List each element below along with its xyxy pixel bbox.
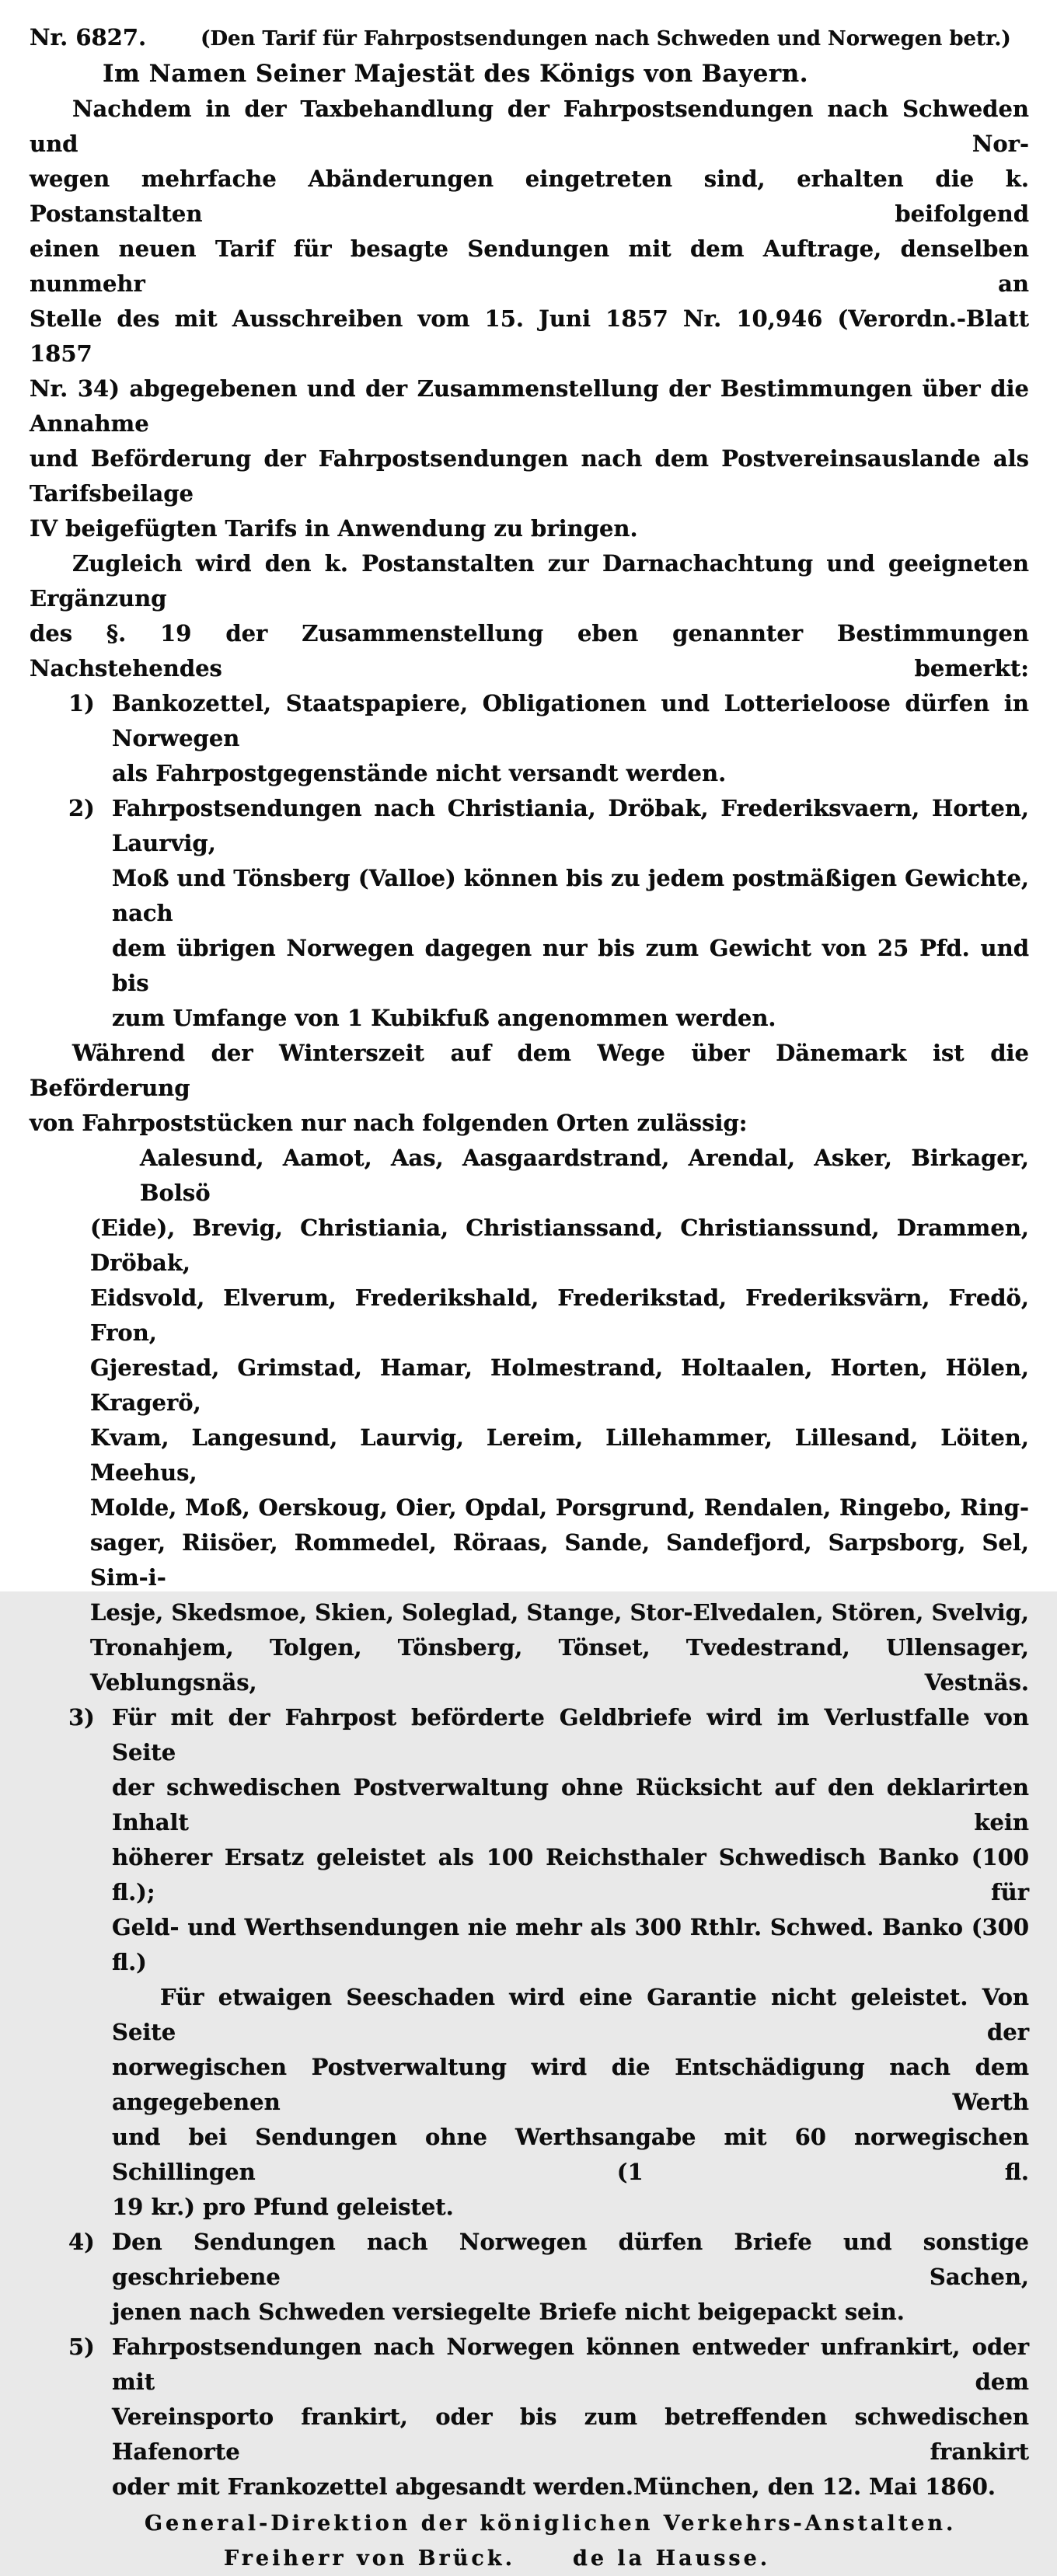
item-number: 5) [68,2334,95,2360]
item-5 [30,2330,1029,2505]
winter-line: Während der Winterszeit auf dem Wege über Dänemark ist die Beförderung [30,1040,1029,1101]
note-line: des §. 19 der Zusammenstellung eben genannter Bestimmungen Nachstehendes bemerkt: [30,620,1029,681]
place-date: München, den 12. Mai 1860. [633,2473,996,2500]
places-line: sager, Riisöer, Rommedel, Röraas, Sande, Sandefjord, Sarpsborg, Sel, Sim-i- [90,1529,1029,1591]
signer-right: de la Hausse. [572,2546,771,2571]
item-3 [30,1700,1029,2225]
item-line: Vereinsporto frankirt, oder bis zum betreffenden schwedischen Hafenorte frankirt [112,2403,1029,2465]
signer-left: Freiherr von Brück. [224,2546,515,2571]
intro-line: Nachdem in der Taxbehandlung der Fahrpostsendungen nach Schweden und Nor- [30,96,1029,157]
places-line: (Eide), Brevig, Christiania, Christianssand, Christianssund, Drammen, Dröbak, [90,1215,1029,1276]
item-line: als Fahrpostgegenstände nicht versandt werden. [112,760,727,786]
places-line: Lesje, Skedsmoe, Skien, Soleglad, Stange, Stor-Elvedalen, Stören, Svelvig, [90,1599,1029,1626]
item-number: 1) [68,690,95,716]
places-line: Molde, Moß, Oerskoug, Oier, Opdal, Porsgrund, Rendalen, Ringebo, Ring- [90,1494,1029,1521]
places-line: Kvam, Langesund, Laurvig, Lereim, Lillehammer, Lillesand, Löiten, Meehus, [90,1424,1029,1486]
sub-line: und bei Sendungen ohne Werthsangabe mit 60 norwegischen Schillingen (1 fl. [112,2124,1029,2185]
places-line: Eidsvold, Elverum, Frederikshald, Frederikstad, Frederiksvärn, Fredö, Fron, [90,1285,1029,1346]
intro-line: IV beigefügten Tarifs in Anwendung zu bringen. [30,515,638,542]
proclamation-title: Im Namen Seiner Majestät des Königs von Bayern. [103,60,808,88]
signature-names [30,2541,1029,2576]
sub-line: Für etwaigen Seeschaden wird eine Garantie nicht geleistet. Von Seite der [112,1984,1029,2045]
item-line: Moß und Tönsberg (Valloe) können bis zu jedem postmäßigen Gewichte, nach [112,865,1029,926]
closing-text: oder mit Frankozettel abgesandt werden. [112,2473,633,2500]
intro-paragraph [30,92,1029,546]
intro-line: wegen mehrfache Abänderungen eingetreten sind, erhalten die k. Postanstalten beifolgend [30,166,1029,227]
item-line: Geld- und Werthsendungen nie mehr als 300 Rthlr. Schwed. Banko (300 fl.) [112,1914,1029,1975]
item-line: jenen nach Schweden versiegelte Briefe nicht beigepackt sein. [112,2299,905,2325]
places-line: Gjerestad, Grimstad, Hamar, Holmestrand, Holtaalen, Horten, Hölen, Kragerö, [90,1354,1029,1416]
signature-block [30,2506,1029,2576]
item-number: 2) [68,795,95,821]
item-line: Bankozettel, Staatspapiere, Obligationen und Lotterieloose dürfen in Norwegen [112,690,1029,751]
sub-line: 19 kr.) pro Pfund geleistet. [112,2194,454,2220]
item-line: der schwedischen Postverwaltung ohne Rücksicht auf den deklarirten Inhalt kein [112,1774,1029,1835]
item-4 [30,2225,1029,2330]
item-number: 4) [68,2229,95,2255]
item-line: Fahrpostsendungen nach Norwegen können entweder unfrankirt, oder mit dem [112,2334,1029,2395]
places-list [30,1141,1029,1700]
intro-line: und Beförderung der Fahrpostsendungen nach dem Postvereinsauslande als Tarifsbeilage [30,445,1029,507]
sub-line: norwegischen Postverwaltung wird die Entschädigung nach dem angegebenen Werth [112,2054,1029,2115]
closing-line [112,2470,1029,2505]
doc-header [30,20,1029,57]
item-2 [30,791,1029,1036]
places-line: Aalesund, Aamot, Aas, Aasgaardstrand, Arendal, Asker, Birkager, Bolsö [140,1145,1029,1206]
item-line: dem übrigen Norwegen dagegen nur bis zum Gewicht von 25 Pfd. und bis [112,935,1029,996]
item-number: 3) [68,1704,95,1731]
signature-org: General-Direktion der königlichen Verkehrs-Anstalten. [145,2512,957,2536]
item3-sub-paragraph [112,1980,1029,2225]
intro-line: Stelle des mit Ausschreiben vom 15. Juni 1857 Nr. 10,946 (Verordn.-Blatt 1857 [30,305,1029,367]
item-1 [30,686,1029,791]
winter-line: von Fahrpoststücken nur nach folgenden Orten zulässig: [30,1110,748,1136]
note-paragraph [30,546,1029,686]
item-line: zum Umfange von 1 Kubikfuß angenommen werden. [112,1005,776,1031]
item-line: Den Sendungen nach Norwegen dürfen Briefe und sonstige geschriebene Sachen, [112,2229,1029,2290]
note-line: Zugleich wird den k. Postanstalten zur Darnachachtung und geeigneten Ergänzung [30,550,1029,612]
winter-paragraph [30,1036,1029,1141]
doc-number: Nr. 6827. [30,24,147,51]
item-line: Für mit der Fahrpost beförderte Geldbriefe wird im Verlustfalle von Seite [112,1704,1029,1766]
intro-line: einen neuen Tarif für besagte Sendungen mit dem Auftrage, denselben nunmehr an [30,235,1029,297]
item-line: höherer Ersatz geleistet als 100 Reichsthaler Schwedisch Banko (100 fl.); für [112,1844,1029,1905]
intro-line: Nr. 34) abgegebenen und der Zusammenstellung der Bestimmungen über die Annahme [30,375,1029,437]
places-line: Tronahjem, Tolgen, Tönsberg, Tönset, Tvedestrand, Ullensager, Veblungsnäs, Vestnäs. [90,1634,1029,1696]
item-line: Fahrpostsendungen nach Christiania, Dröbak, Frederiksvaern, Horten, Laurvig, [112,795,1029,856]
doc-subject: (Den Tarif für Fahrpostsendungen nach Schweden und Norwegen betr.) [201,27,1011,51]
